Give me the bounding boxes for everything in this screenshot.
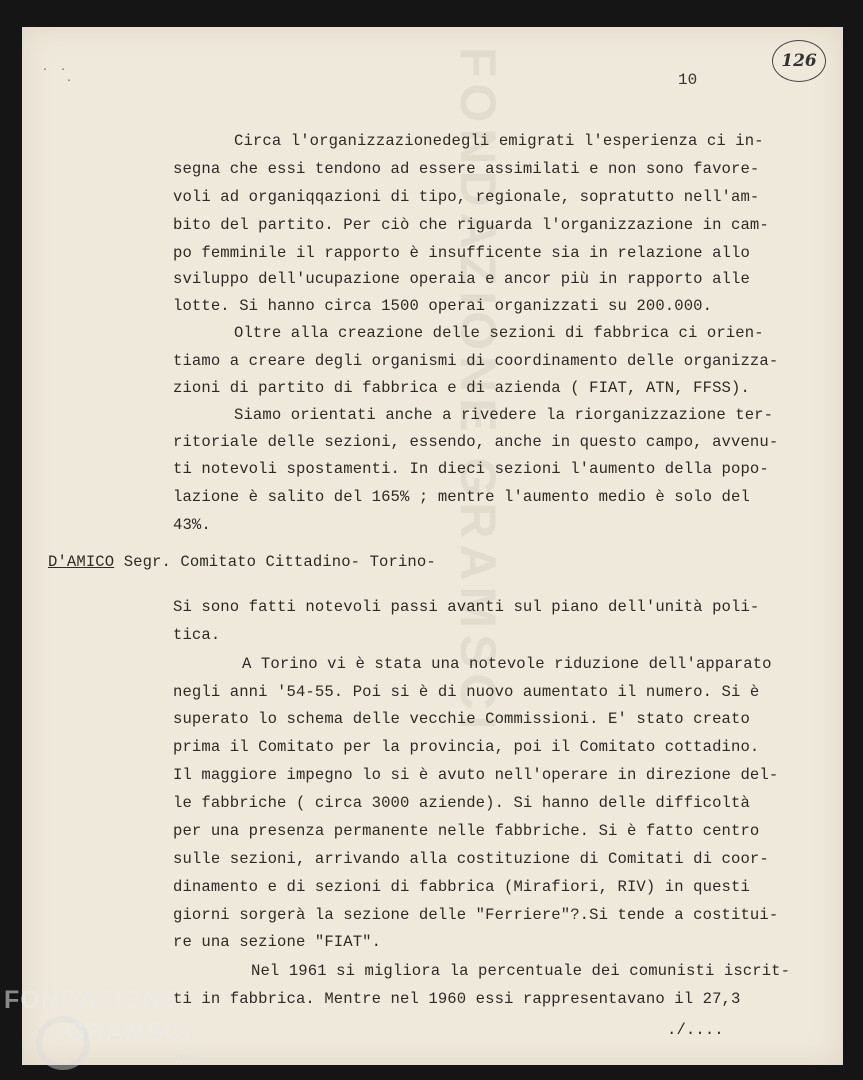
text-line: Oltre alla creazione delle sezioni di fabbrica ci orien-	[234, 324, 764, 342]
text-line: Si sono fatti notevoli passi avanti sul piano dell'unità poli-	[173, 598, 760, 616]
text-line: Siamo orientati anche a rivedere la riorganizzazione ter-	[234, 406, 774, 424]
text-line: segna che essi tendono ad essere assimilati e non sono favore-	[173, 160, 760, 178]
logo-line-1: FONDAZIONE	[4, 986, 180, 1014]
text-line: Circa l'organizzazionedegli emigrati l'esperienza ci in-	[234, 132, 764, 150]
text-line: ritoriale delle sezioni, essendo, anche in questo campo, avvenu-	[173, 433, 779, 451]
folio-stamp: 126	[772, 40, 826, 82]
text-line: voli ad organiqqazioni di tipo, regionale, sopratutto nell'am-	[173, 188, 760, 206]
watermark: FONDAZIONE GRAMSCI	[450, 47, 506, 736]
text-line: A Torino vi è stata una notevole riduzione dell'apparato	[242, 655, 772, 673]
text-line: lotte. Si hanno circa 1500 operai organizzati su 200.000.	[173, 297, 713, 315]
text-line: tiamo a creare degli organismi di coordinamento delle organizza-	[173, 352, 779, 370]
page-number: 10	[678, 71, 698, 89]
text-line: giorni sorgerà la sezione delle "Ferriere"?.Si tende a costitui-	[173, 906, 779, 924]
text-line: ti in fabbrica. Mentre nel 1960 essi rappresentavano il 27,3	[173, 990, 741, 1008]
logo-line-2: GRAMSCI	[66, 1018, 192, 1046]
logo-sub: onlus	[176, 1052, 200, 1063]
text-line: superato lo schema delle vecchie Commissioni. E' stato creato	[173, 710, 750, 728]
text-line: po femminile il rapporto è insufficente sia in relazione allo	[173, 244, 750, 262]
text-line: Il maggiore impegno lo si è avuto nell'operare in direzione del-	[173, 766, 779, 784]
text-line: dinamento e di sezioni di fabbrica (Mirafiori, RIV) in questi	[173, 878, 750, 896]
text-line: bito del partito. Per ciò che riguarda l'organizzazione in cam-	[173, 216, 769, 234]
text-line: sviluppo dell'ucupazione operaia e ancor più in rapporto alle	[173, 270, 750, 288]
text-line: ti notevoli spostamenti. In dieci sezioni l'aumento della popo-	[173, 460, 769, 478]
document-page	[22, 27, 843, 1065]
text-line: le fabbriche ( circa 3000 aziende). Si hanno delle difficoltà	[173, 794, 750, 812]
logo	[36, 1016, 236, 1076]
continuation-mark: ./....	[667, 1021, 724, 1039]
text-line: 43%.	[173, 516, 211, 534]
text-line: sulle sezioni, arrivando alla costituzione di Comitati di coor-	[173, 850, 769, 868]
paper-specks: · · ·	[42, 65, 73, 87]
text-line: prima il Comitato per la provincia, poi il Comitato cottadino.	[173, 738, 760, 756]
text-line: tica.	[173, 626, 221, 644]
speaker-role: Segr. Comitato Cittadino- Torino-	[123, 553, 436, 571]
speaker-name: D'AMICO	[48, 553, 115, 571]
text-line: zioni di partito di fabbrica e di azienda ( FIAT, ATN, FFSS).	[173, 379, 750, 397]
text-line: re una sezione "FIAT".	[173, 933, 382, 951]
text-line: lazione è salito del 165% ; mentre l'aumento medio è solo del	[173, 488, 750, 506]
speaker-heading	[48, 552, 436, 572]
text-line: per una presenza permanente nelle fabbriche. Si è fatto centro	[173, 822, 760, 840]
text-line: Nel 1961 si migliora la percentuale dei comunisti iscrit-	[251, 962, 791, 980]
text-line: negli anni '54-55. Poi si è di nuovo aumentato il numero. Si è	[173, 683, 760, 701]
